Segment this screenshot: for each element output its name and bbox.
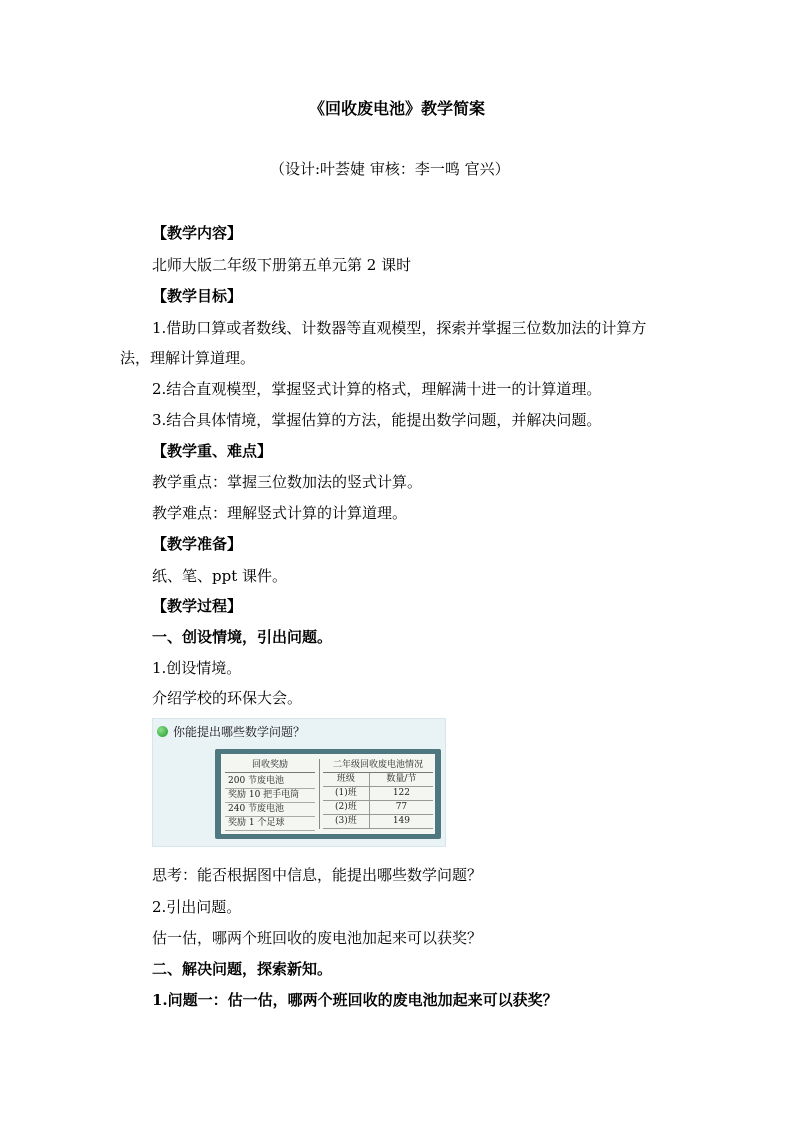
reward-item: 240 节废电池: [225, 803, 315, 817]
key-heading: 【教学重、难点】: [152, 442, 273, 460]
difficult-point: 教学难点：理解竖式计算的计算道理。: [152, 504, 408, 522]
figure-prompt-text: 你能提出哪些数学问题？: [173, 725, 306, 739]
prep-text: 纸、笔、ppt 课件。: [152, 567, 288, 585]
figure-prompt: [157, 723, 305, 740]
goal-1-line-1: 1.借助口算或者数线、计数器等直观模型，探索并掌握三位数加法的计算方: [152, 319, 647, 337]
step-1-text: 介绍学校的环保大会。: [152, 689, 303, 707]
step-2-text: 估一估，哪两个班回收的废电池加起来可以获奖？: [152, 929, 483, 947]
part-1-heading: 一、创设情境，引出问题。: [152, 628, 333, 646]
process-heading: 【教学过程】: [152, 597, 243, 615]
question-1: 1.问题一：估一估，哪两个班回收的废电池加起来可以获奖？: [152, 991, 558, 1009]
think-prompt: 思考：能否根据图中信息，能提出哪些数学问题？: [152, 866, 483, 884]
reward-item: 200 节废电池: [225, 775, 315, 789]
count-cell: 122: [369, 787, 433, 801]
count-cell: 77: [369, 801, 433, 815]
class-cell: (1)班: [323, 787, 369, 801]
credit-line: （设计:叶荟婕 审核：李一鸣 官兴）: [270, 160, 510, 178]
col-class-header: 班级: [323, 773, 369, 787]
reward-item: 奖励 1 个足球: [225, 817, 315, 831]
col-count-header: 数量/节: [369, 773, 433, 787]
board-divider: [319, 759, 320, 829]
table-row: [323, 801, 433, 815]
blackboard: [215, 749, 441, 839]
class-cell: (2)班: [323, 801, 369, 815]
count-cell: 149: [369, 815, 433, 829]
step-2: 2.引出问题。: [152, 898, 242, 916]
reward-title: 回收奖励: [225, 759, 315, 773]
content-heading: 【教学内容】: [152, 224, 243, 242]
goal-3: 3.结合具体情境，掌握估算的方法，能提出数学问题，并解决问题。: [152, 411, 602, 429]
prep-heading: 【教学准备】: [152, 535, 243, 553]
table-header-row: [323, 773, 433, 787]
board-panel: [221, 754, 435, 834]
table-row: [323, 787, 433, 801]
table-title: 二年级回收废电池情况: [323, 759, 433, 773]
green-dot-icon: [157, 726, 168, 737]
part-2-heading: 二、解决问题，探索新知。: [152, 960, 333, 978]
battery-table: [323, 759, 433, 829]
content-text: 北师大版二年级下册第五单元第 2 课时: [152, 256, 412, 274]
reward-item: 奖励 10 把手电筒: [225, 789, 315, 803]
class-cell: (3)班: [323, 815, 369, 829]
page-title: 《回收废电池》教学简案: [308, 99, 485, 118]
goal-1-line-2: 法，理解计算道理。: [120, 349, 256, 367]
table-row: [323, 815, 433, 829]
reward-list: [225, 759, 315, 831]
lesson-figure: [152, 718, 446, 847]
key-point: 教学重点：掌握三位数加法的竖式计算。: [152, 473, 423, 491]
goal-2: 2.结合直观模型，掌握竖式计算的格式，理解满十进一的计算道理。: [152, 380, 602, 398]
step-1: 1.创设情境。: [152, 659, 242, 677]
goals-heading: 【教学目标】: [152, 287, 243, 305]
